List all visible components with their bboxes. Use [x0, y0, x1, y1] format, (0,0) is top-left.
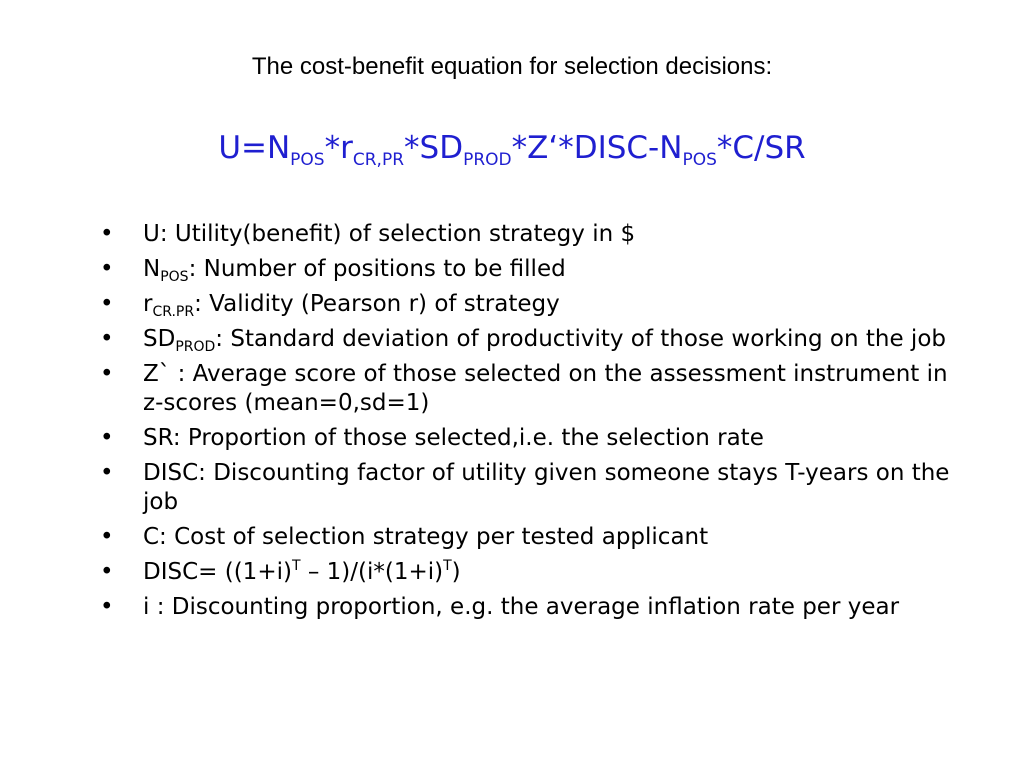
definition-symbol: r — [143, 291, 153, 317]
definition-subscript: CR.PR — [152, 304, 195, 320]
definition-disc — [100, 459, 960, 517]
equation-part-1: U=N — [218, 130, 291, 166]
formula-part-2: – 1)/(i*(1+i) — [300, 559, 444, 585]
slide-title: The cost-benefit equation for selection decisions: — [251, 53, 773, 80]
definition-text: SR: Proportion of those selected,i.e. the selection rate — [143, 425, 764, 451]
formula-superscript-2: T — [443, 558, 452, 574]
definition-validity — [100, 290, 960, 319]
formula-part-1: DISC= ((1+i) — [143, 559, 292, 585]
definition-text: U: Utility(benefit) of selection strategy in $ — [143, 221, 636, 247]
definition-text: i : Discounting proportion, e.g. the average inflation rate per year — [143, 594, 900, 620]
equation-part-3: *SD — [404, 130, 464, 166]
definition-z-score — [100, 360, 960, 418]
definition-subscript: PROD — [175, 339, 216, 355]
definition-text: Z` : Average score of those selected on the assessment instrument in z-scores (mean=0,sd=1) — [143, 361, 948, 416]
definition-text: : Standard deviation of productivity of those working on the job — [215, 326, 946, 352]
definition-selection-rate — [100, 424, 960, 453]
definition-text: : Number of positions to be filled — [188, 256, 566, 282]
definition-npos — [100, 255, 960, 284]
definition-text: DISC: Discounting factor of utility given someone stays T-years on the job — [143, 460, 950, 515]
equation-subscript-cr-pr: CR,PR — [352, 150, 405, 170]
definition-symbol: SD — [143, 326, 176, 352]
definition-cost — [100, 523, 960, 552]
definition-list — [100, 220, 960, 628]
definition-text: : Validity (Pearson r) of strategy — [194, 291, 560, 317]
definition-utility — [100, 220, 960, 249]
formula-superscript-1: T — [291, 558, 301, 574]
definition-discount-rate — [100, 593, 960, 622]
equation-part-4: *Z‘*DISC-N — [511, 130, 683, 166]
formula-part-3: ) — [451, 559, 461, 585]
equation-subscript-pos-2: POS — [682, 150, 717, 170]
equation-part-5: *C/SR — [716, 130, 806, 166]
utility-equation — [0, 128, 1024, 168]
equation-subscript-prod: PROD — [463, 150, 512, 170]
equation-subscript-pos: POS — [290, 150, 325, 170]
definition-sdprod — [100, 325, 960, 354]
definition-text: C: Cost of selection strategy per tested applicant — [143, 524, 709, 550]
equation-part-2: *r — [324, 130, 353, 166]
definition-disc-formula — [100, 558, 960, 587]
definition-subscript: POS — [160, 269, 189, 285]
definition-symbol: N — [143, 256, 161, 282]
